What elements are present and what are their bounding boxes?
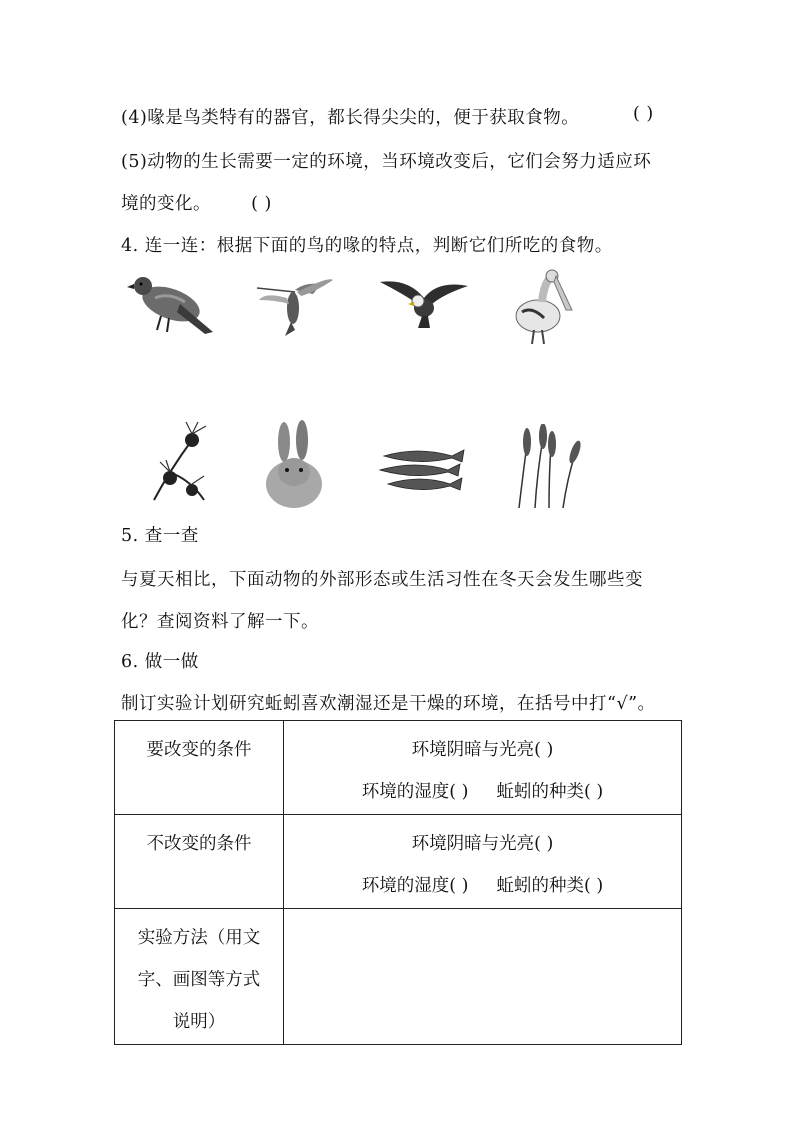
fish-image[interactable] (378, 442, 468, 492)
eagle-image[interactable] (378, 274, 470, 330)
table-row-keep (115, 815, 682, 909)
option-humidity-keep[interactable]: 环境的湿度( ) (361, 876, 469, 896)
option-species-change[interactable]: 蚯蚓的种类( ) (496, 782, 604, 802)
option-species-keep[interactable]: 蚯蚓的种类( ) (496, 876, 604, 896)
question-5-title: 5. 查一查 (121, 526, 199, 546)
sparrow-image[interactable] (125, 262, 217, 342)
question-4-title: 4. 连一连：根据下面的鸟的喙的特点，判断它们所吃的食物。 (121, 236, 613, 256)
row-label-method: 实验方法（用文 字、画图等方式 说明） (115, 909, 284, 1045)
hummingbird-image[interactable] (255, 270, 335, 340)
question-5-line1: 与夏天相比，下面动物的外部形态或生活习性在冬天会发生哪些变 (121, 570, 643, 590)
option-light-change[interactable]: 环境阴暗与光亮( ) (411, 740, 554, 760)
method-answer-area[interactable] (284, 909, 682, 1045)
option-humidity-change[interactable]: 环境的湿度( ) (361, 782, 469, 802)
pelican-image[interactable] (508, 266, 574, 346)
table-row-method (115, 909, 682, 1045)
row-options-change (284, 721, 682, 815)
option-light-keep[interactable]: 环境阴暗与光亮( ) (411, 834, 554, 854)
question-6-desc: 制订实验计划研究蚯蚓喜欢潮湿还是干燥的环境，在括号中打“√”。 (121, 694, 656, 714)
wheat-image[interactable] (505, 424, 589, 510)
answer-paren-3-4[interactable]: ( ) (633, 104, 654, 124)
table-row-change (115, 721, 682, 815)
row-label-change: 要改变的条件 (115, 721, 284, 815)
rabbit-image[interactable] (262, 420, 326, 510)
question-5-line2: 化？查阅资料了解一下。 (121, 612, 319, 632)
row-options-keep (284, 815, 682, 909)
question-3-5-line1: (5)动物的生长需要一定的环境，当环境改变后，它们会努力适应环 (121, 152, 652, 172)
row-label-keep: 不改变的条件 (115, 815, 284, 909)
experiment-plan-table (114, 720, 682, 1045)
answer-paren-3-5[interactable]: ( ) (251, 194, 272, 214)
question-6-title: 6. 做一做 (121, 652, 199, 672)
question-3-4: (4)喙是鸟类特有的器官，都长得尖尖的，便于获取食物。 ( ) (121, 104, 654, 128)
question-3-5-line2: 境的变化。 ( ) (121, 194, 272, 214)
thistle-image[interactable] (146, 420, 212, 510)
